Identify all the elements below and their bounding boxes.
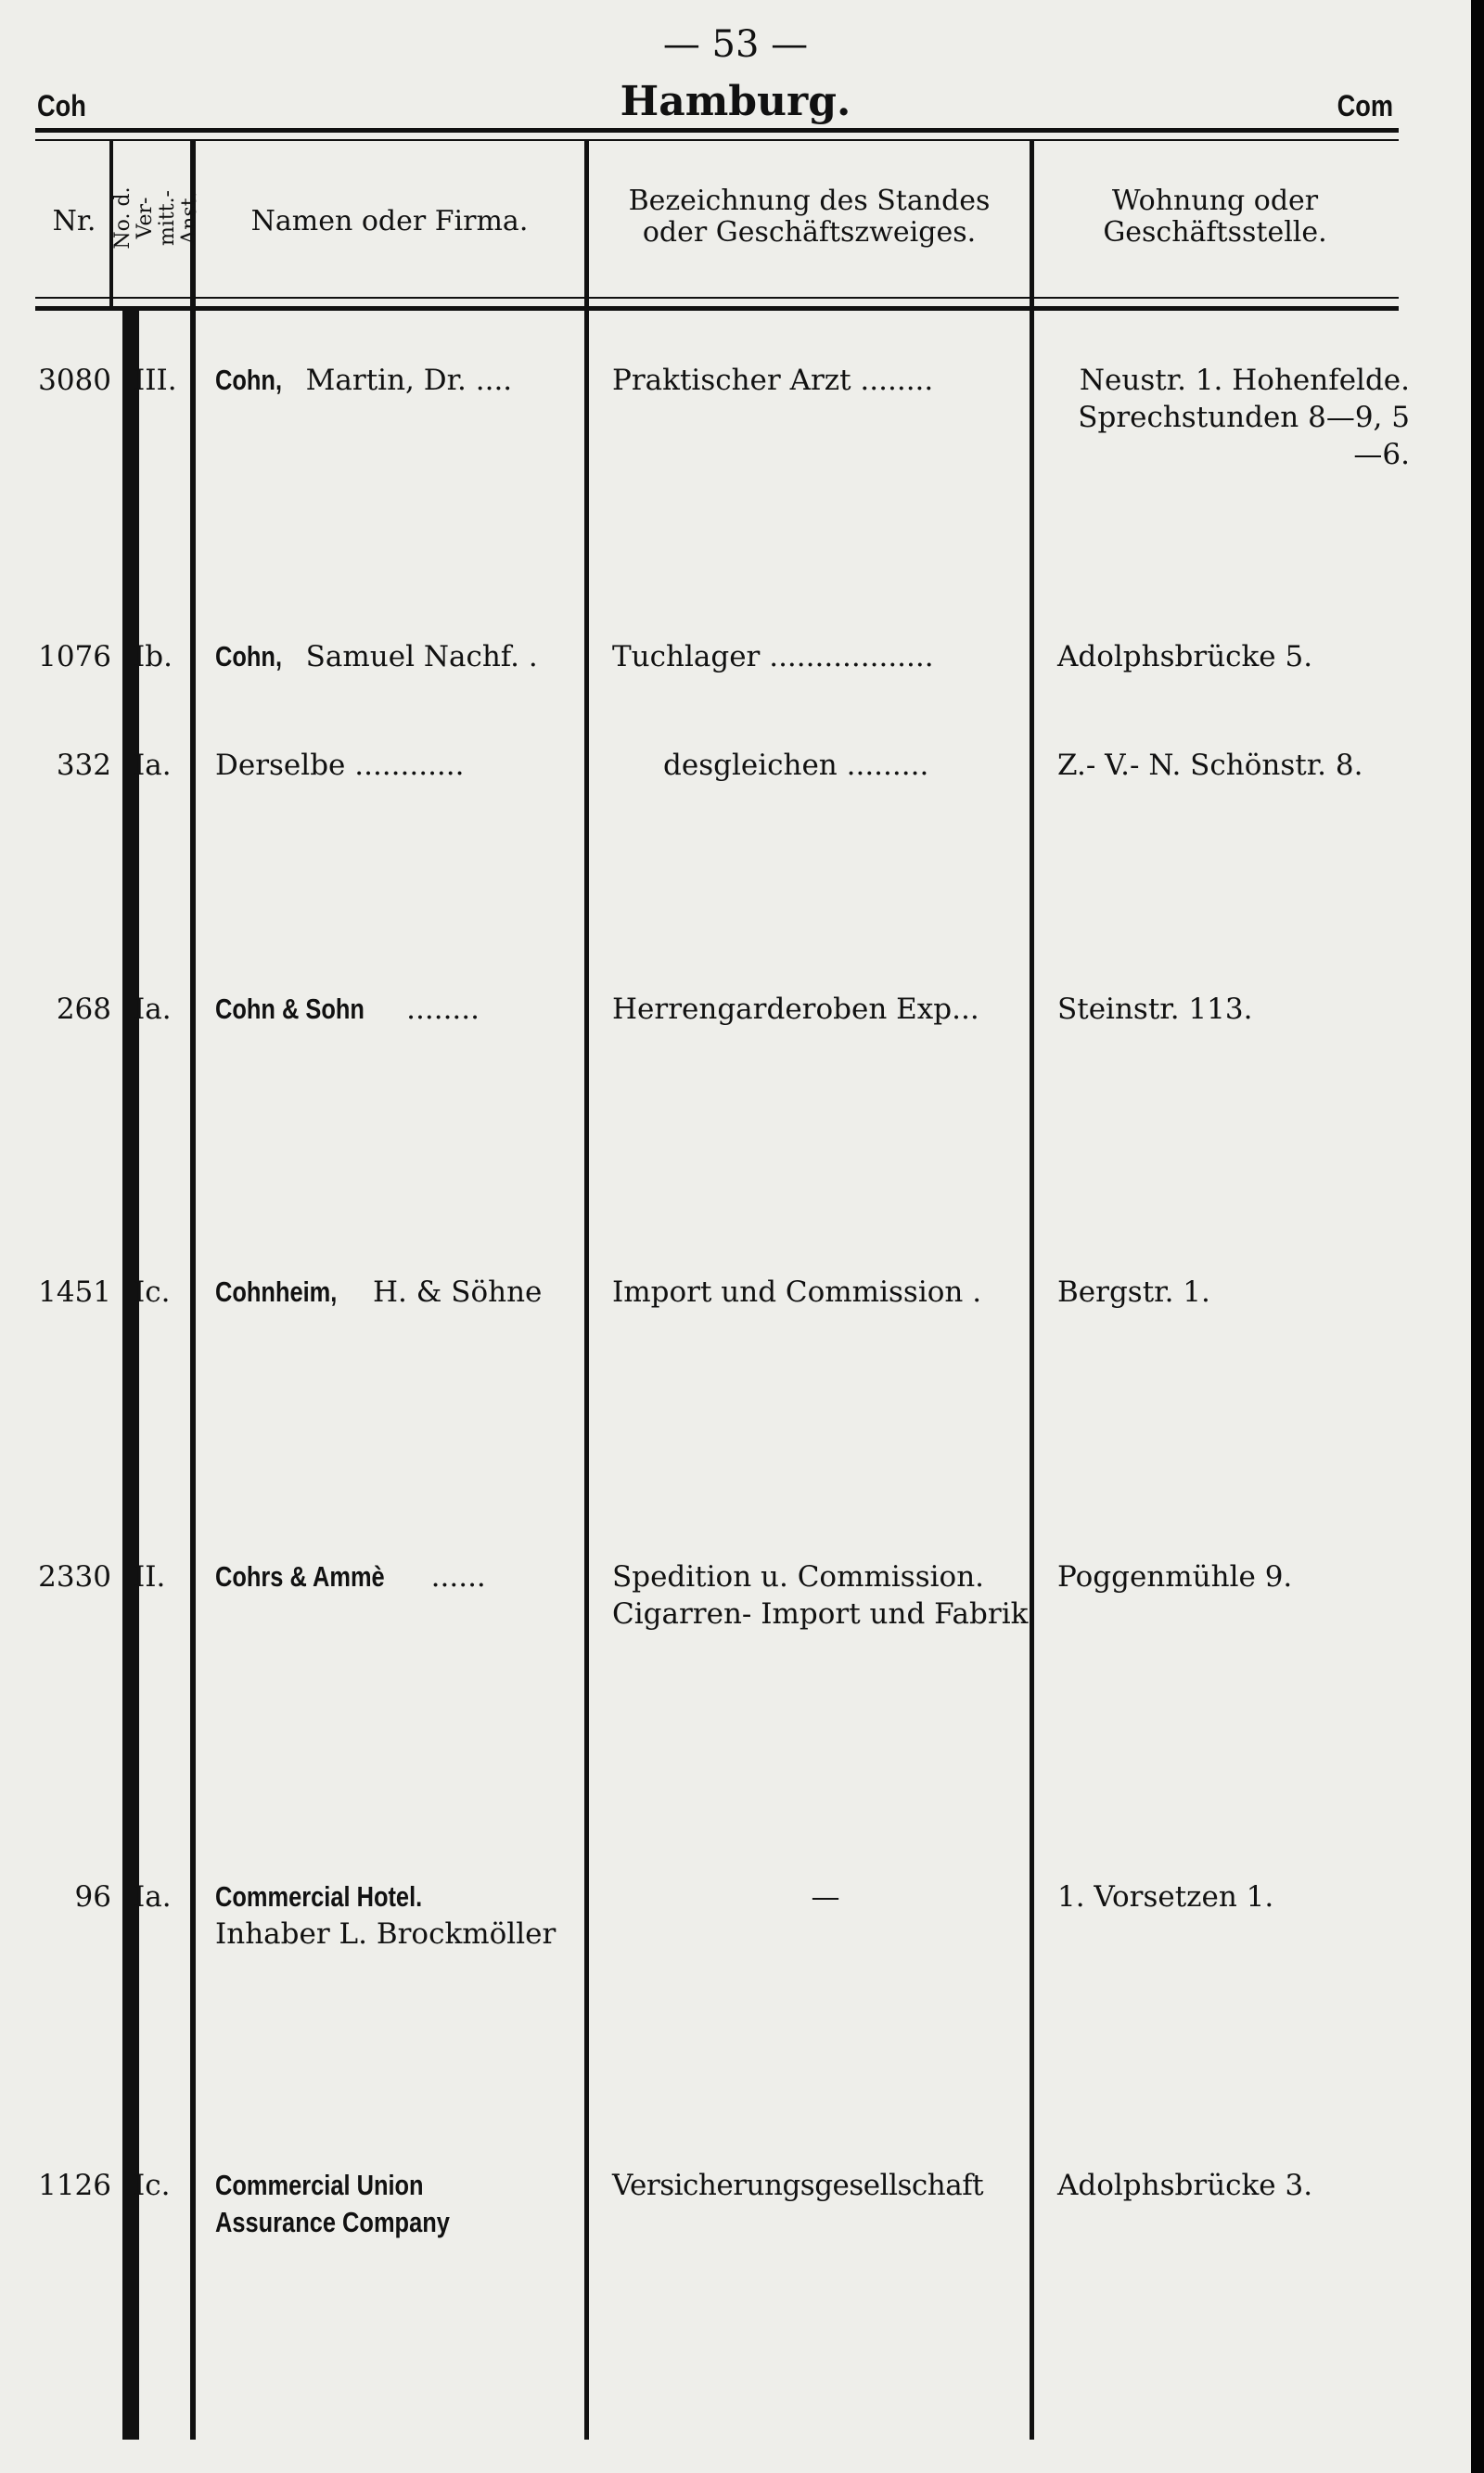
entry-agency-class: Ib.	[134, 640, 173, 673]
entry-nr: 1076	[38, 640, 111, 673]
entry-nr: 268	[56, 993, 111, 1026]
entry-name	[215, 991, 595, 1028]
header-rule-thin	[35, 139, 1399, 141]
city-heading: Hamburg.	[620, 78, 851, 125]
entry-address: Adolphsbrücke 5.	[1057, 640, 1313, 673]
entry-nr: 2330	[38, 1560, 111, 1594]
entry-nr: 3080	[38, 364, 111, 397]
column-header-agency	[111, 139, 201, 297]
column-header-rule	[35, 306, 1399, 311]
entry-agency-class: II.	[134, 1560, 166, 1594]
entry-name-bold: Cohnheim,	[215, 1275, 338, 1308]
entry-name	[215, 362, 595, 399]
entry-agency-class: Ic.	[134, 1275, 171, 1309]
entry-address: Z.- V.- N. Schönstr. 8.	[1057, 749, 1363, 782]
entry-trade: Import und Commission .	[612, 1275, 982, 1309]
entry-trade: Spedition u. Commission. Cigarren- Import und Fabrik	[612, 1560, 1029, 1631]
entry-name-rest: ........	[397, 993, 480, 1026]
entry-name-bold: Commercial Union Assurance Company	[215, 2169, 450, 2238]
entry-name-rest: H. & Söhne	[364, 1275, 543, 1309]
entry-name	[215, 2167, 493, 2241]
entry-address: Neustr. 1. Hohenfelde. Sprechstunden 8—9, 5—6.	[1078, 364, 1410, 471]
column-header-name: Namen oder Firma.	[250, 205, 529, 237]
column-header-address: Wohnung oder Geschäftsstelle.	[1103, 185, 1327, 249]
entry-trade: Praktischer Arzt ........	[612, 364, 934, 397]
entry-name-bold: Cohrs & Ammè	[215, 1560, 385, 1593]
page-number: — 53 —	[662, 23, 809, 66]
entry-name	[215, 1274, 595, 1311]
entry-name-bold: Cohn,	[215, 640, 283, 673]
column-header-rule-thin	[35, 297, 1399, 299]
entry-nr: 96	[74, 1880, 111, 1914]
entry-name	[215, 1558, 595, 1595]
entry-trade: Herrengarderoben Exp...	[612, 993, 979, 1026]
entry-address: Poggenmühle 9.	[1057, 1560, 1293, 1594]
entry-agency-class: Ia.	[134, 993, 172, 1026]
entry-name-bold: Cohn,	[215, 364, 283, 396]
entry-agency-class: Ia.	[134, 749, 172, 782]
column-header-agency-text: No. d. Ver-mitt.-Anst.	[111, 186, 201, 250]
entry-name	[215, 1878, 586, 1953]
entry-nr: 332	[56, 749, 111, 782]
running-head-left: Coh	[37, 89, 86, 122]
entry-agency-class: Ia.	[134, 1880, 172, 1914]
entry-agency-class: III.	[134, 364, 177, 397]
entry-name-bold: Commercial Hotel.	[215, 1880, 423, 1913]
column-header-nr: Nr.	[52, 205, 96, 237]
entry-address: 1. Vorsetzen 1.	[1057, 1880, 1274, 1914]
entry-address: Steinstr. 113.	[1057, 993, 1253, 1026]
header-rule-thick	[35, 128, 1399, 133]
entry-name	[215, 747, 595, 784]
entry-name-rest: ......	[421, 1560, 486, 1594]
entry-address: Bergstr. 1.	[1057, 1275, 1210, 1309]
entry-name-bold: Cohn & Sohn	[215, 993, 365, 1025]
entry-trade: desgleichen .........	[663, 749, 929, 782]
entry-name	[215, 638, 595, 675]
entry-name-rest: Derselbe ............	[215, 749, 465, 782]
entry-nr: 1451	[38, 1275, 111, 1309]
column-header-trade: Bezeichnung des Standes oder Geschäftszweiges.	[628, 185, 991, 249]
running-head-right: Com	[1337, 89, 1393, 122]
entry-nr: 1126	[38, 2169, 111, 2202]
entry-name-rest: Samuel Nachf. .	[296, 640, 538, 673]
entry-trade: Versicherungsgesellschaft	[612, 2169, 984, 2202]
entry-trade: Tuchlager ..................	[612, 640, 934, 673]
column-divider-1b	[122, 306, 139, 2440]
entry-agency-class: Ic.	[134, 2169, 171, 2202]
entry-name-rest: Martin, Dr. ....	[296, 364, 513, 397]
scan-right-border	[1471, 0, 1484, 2473]
entry-name-rest: Inhaber L. Brockmöller	[215, 1917, 556, 1951]
entry-address: Adolphsbrücke 3.	[1057, 2169, 1313, 2202]
entry-trade: —	[811, 1880, 840, 1914]
